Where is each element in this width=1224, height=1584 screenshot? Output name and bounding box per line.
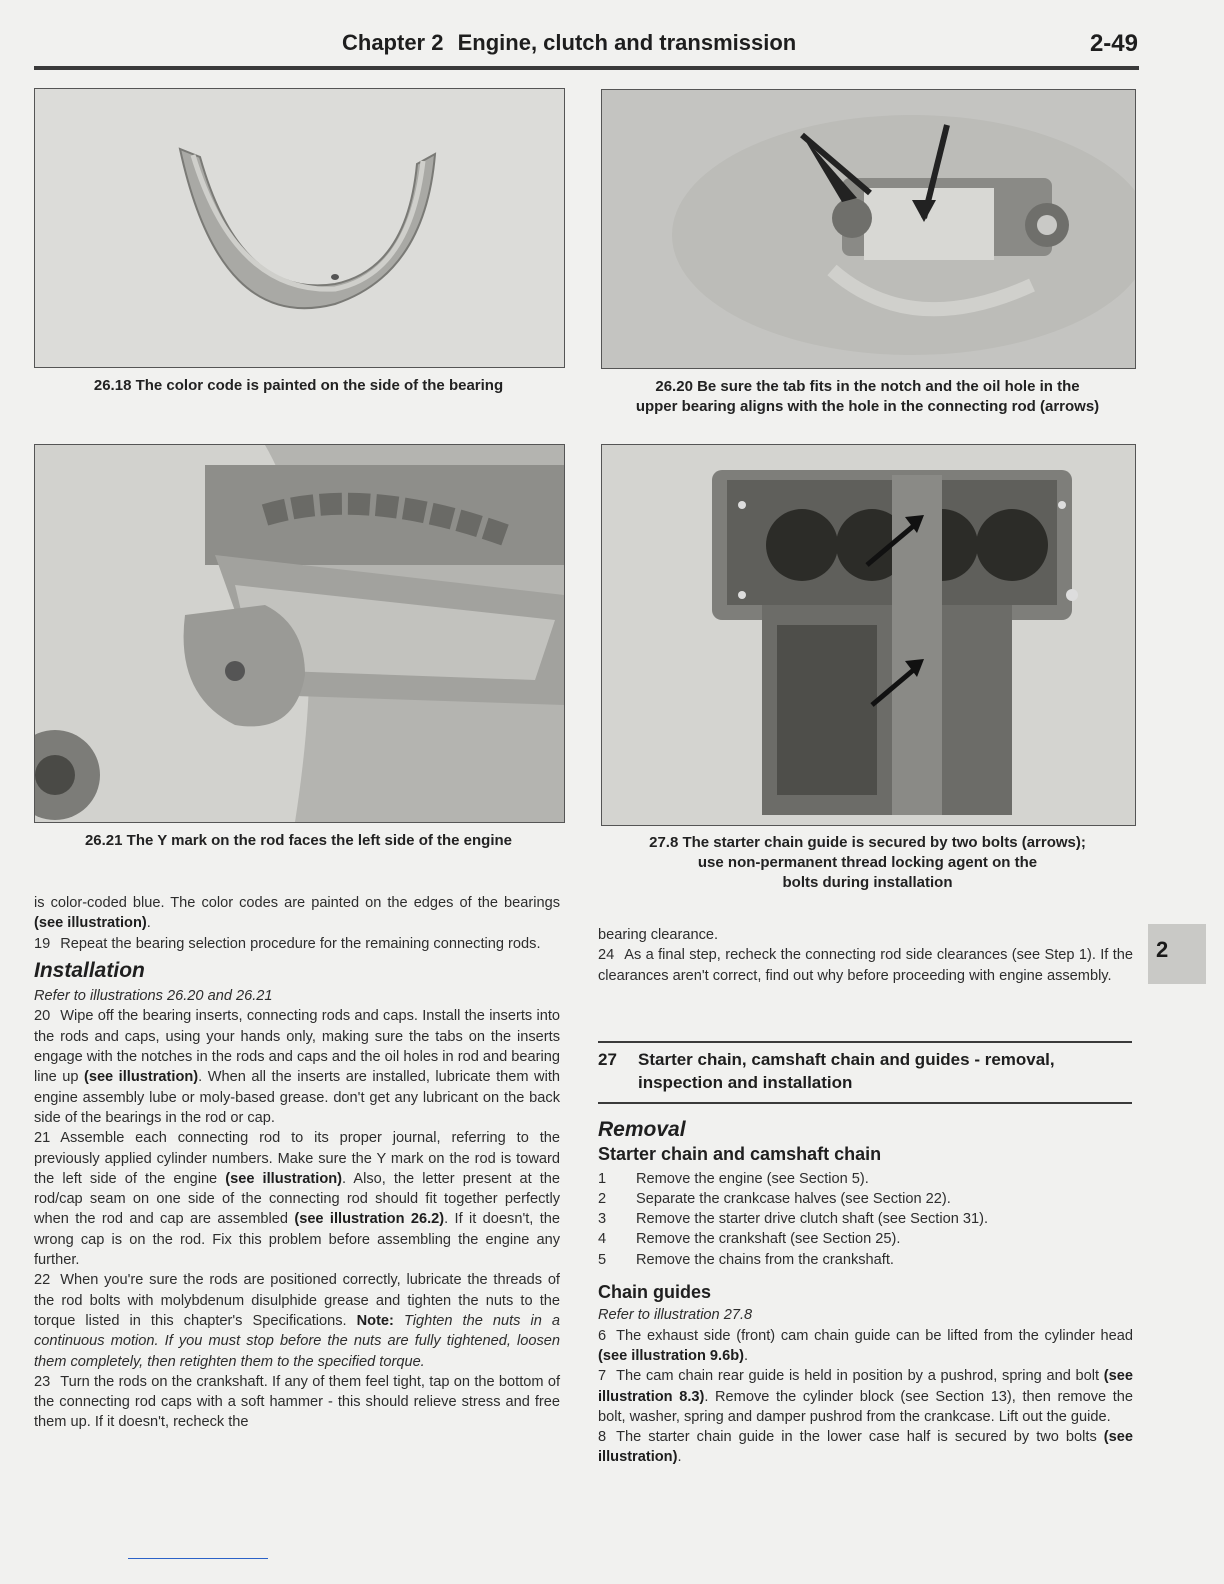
step-21: 21 Assemble each connecting rod to its proper journal, referring to the previously applied cylinder numbers. Make sure the Y mark on the rod is toward the left side of the engine (see illustration). Also, the letter present at the rod/cap seam on one side of the connecting rod should fit together perfectly when the rod and cap are assembled (see illustration 26.2). If it doesn't, the wrong cap is on the rod. Fix this problem before assembling the engine any further. — [34, 1130, 561, 1269]
photo-connecting-rod — [34, 444, 565, 823]
chain-guides-reference: Refer to illustration 27.8 — [598, 1307, 753, 1324]
chain-guides-heading: Chain guides — [598, 1282, 712, 1303]
illustration-ref: (see illustration) — [598, 1429, 1133, 1466]
step-6: 6 The exhaust side (front) cam chain guide can be lifted from the cylinder head (see illustration 9.6b). — [598, 1327, 1133, 1364]
illustration-ref: (see illustration 26.2) — [294, 1211, 445, 1228]
installation-reference: Refer to illustrations 26.20 and 26.21 — [34, 988, 273, 1005]
photo-bearing-shell — [34, 88, 565, 368]
step-22: 22 When you're sure the rods are positioned correctly, lubricate the threads of the rod bolts with molybdenum disulphide grease and tighten the nuts to the torque listed in this chapter's Specifications. Note: Tighten the nuts in a continuous motion. If you must stop before the nuts are fully tightened, loosen them completely, then retighten them to the specified torque. — [34, 1272, 560, 1370]
caption-line: bolts during installation — [782, 874, 953, 891]
chapter-tab-label: 2 — [1156, 937, 1169, 962]
illustration-ref: (see illustration 8.3) — [598, 1368, 1133, 1405]
header-rule — [34, 66, 1139, 70]
removal-steps — [598, 1169, 1133, 1270]
section-number: 27 — [598, 1050, 617, 1069]
chapter-number: Chapter 2 — [342, 30, 444, 55]
step-20: 20 Wipe off the bearing inserts, connecting rods and caps. Install the inserts into the rods and caps, using your hands only, making sure the tabs on the inserts engage with the notches in the rods and caps and the oil holes in rod and bearing line up (see illustration). When all the inserts are installed, lubricate them with engine assembly lube or moly-based grease. don't get any lubricant on the back side of the bearings in the rod or cap. — [34, 1008, 560, 1126]
paragraph-intro: is color-coded blue. The color codes are painted on the edges of the bearings (see illustration). — [34, 895, 560, 932]
caption-26-18: 26.18 The color code is painted on the side of the bearing — [93, 377, 504, 394]
caption-line: 27.8 The starter chain guide is secured by two bolts (arrows); — [649, 834, 1086, 851]
illustration-ref: (see illustration) — [225, 1170, 343, 1187]
illustration-ref: (see illustration) — [34, 915, 147, 932]
right-column-top — [598, 925, 1133, 986]
section-rule-top — [598, 1041, 1132, 1043]
step-24: 24 As a final step, recheck the connecting rod side clearances (see Step 1). If the clearances aren't correct, find out why before proceeding with engine assembly. — [598, 947, 1133, 984]
section-title-text: Starter chain, camshaft chain and guides - removal, inspection and installation — [638, 1050, 1055, 1092]
section-rule-bottom — [598, 1102, 1132, 1104]
illustration-ref: (see illustration 9.6b) — [598, 1347, 744, 1364]
section-27-title — [598, 1048, 1132, 1094]
list-item: 2 Separate the crankcase halves (see Section 22). — [598, 1190, 951, 1207]
step-7: 7 The cam chain rear guide is held in position by a pushrod, spring and bolt (see illustration 8.3). Remove the cylinder block (see Section 13), then remove the bolt, washer, spring and damper pushrod from the crankcase. Lift out the guide. — [598, 1368, 1134, 1425]
caption-27-8 — [601, 833, 1134, 893]
caption-line: use non-permanent thread locking agent on the — [697, 854, 1038, 871]
step-19: 19 Repeat the bearing selection procedure for the remaining connecting rods. — [34, 935, 541, 952]
list-item: 3 Remove the starter drive clutch shaft (see Section 31). — [598, 1211, 989, 1228]
starter-chain-heading: Starter chain and camshaft chain — [598, 1144, 882, 1165]
illustration-ref: (see illustration) — [83, 1069, 199, 1086]
photo-crankcase — [601, 444, 1136, 826]
photo-rod-cap — [601, 89, 1136, 369]
caption-26-20 — [601, 377, 1134, 417]
caption-26-21: 26.21 The Y mark on the rod faces the left side of the engine — [84, 832, 513, 849]
caption-line: 26.20 Be sure the tab fits in the notch and the oil hole in the — [655, 378, 1080, 395]
chapter-side-tab — [1148, 924, 1206, 984]
list-item: 4 Remove the crankshaft (see Section 25). — [598, 1231, 901, 1248]
list-item: 5 Remove the chains from the crankshaft. — [598, 1251, 894, 1268]
note-label: Note: — [356, 1312, 394, 1329]
chapter-header — [342, 30, 796, 56]
caption-line: upper bearing aligns with the hole in the connecting rod (arrows) — [635, 398, 1100, 415]
installation-heading: Installation — [34, 958, 145, 982]
page-number: 2-49 — [1089, 30, 1138, 57]
step-23: 23 Turn the rods on the crankshaft. If any of them feel tight, tap on the bottom of the connecting rod caps with a soft hammer - this should relieve stress and free them up. If it doesn't, recheck the — [34, 1373, 560, 1431]
note-text: Tighten the nuts in a continuous motion. If you must stop before the nuts are fully tightened, loosen them completely, then retighten them to the specified torque. — [34, 1312, 560, 1370]
left-column-text — [34, 893, 560, 1433]
step-8: 8 The starter chain guide in the lower case half is secured by two bolts (see illustration). — [598, 1429, 1133, 1466]
bottom-link-underline — [128, 1558, 268, 1559]
continuation-text: bearing clearance. — [598, 927, 719, 943]
right-column-bottom — [598, 1120, 1133, 1468]
chapter-title: Engine, clutch and transmission — [457, 30, 797, 55]
removal-heading: Removal — [598, 1118, 686, 1141]
list-item: 1 Remove the engine (see Section 5). — [598, 1170, 869, 1187]
